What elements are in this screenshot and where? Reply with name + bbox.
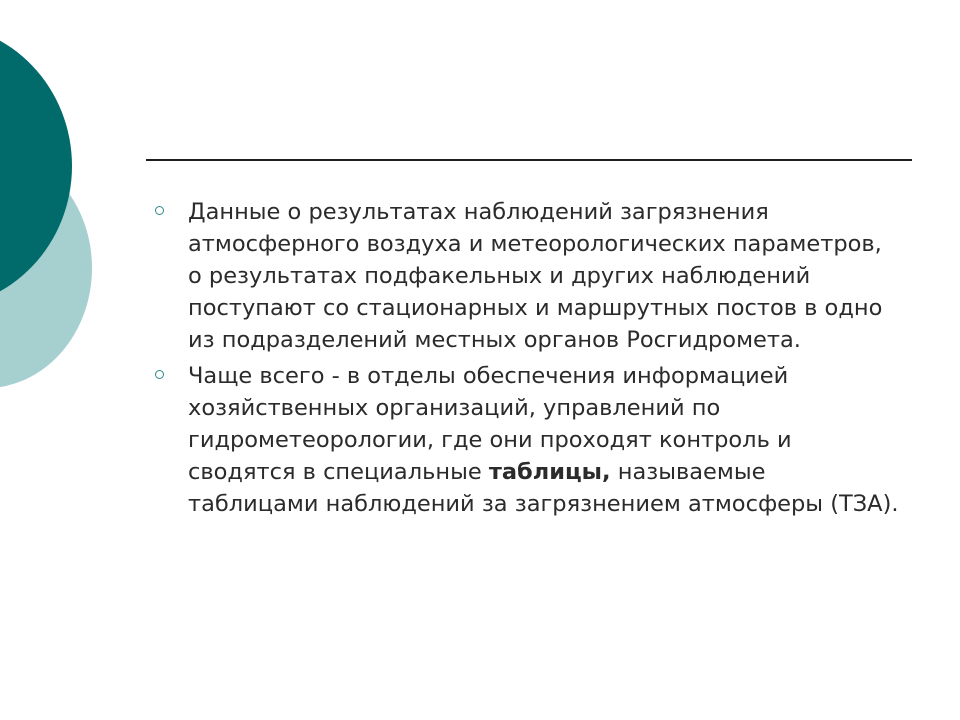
bullet-text-2-start: Чаще всего - в отделы обеспечения информацией хозяйственных организаций, управлений по гидрометеорологии, где они проходят контроль и сводятся в специальные [188, 363, 792, 485]
bullet-item-1 [150, 196, 900, 356]
bullet-text-2-bold: таблицы, [488, 459, 611, 485]
bullet-text-2-end: называемые таблицами наблюдений за загрязнением атмосферы (ТЗА). [188, 459, 899, 517]
bullet-item-2 [150, 360, 900, 520]
title-divider-line [146, 159, 912, 161]
bullet-text-1: Данные о результатах наблюдений загрязнения атмосферного воздуха и метеорологических параметров, о результатах подфакельных и других наблюдений поступают со стационарных и маршрутных постов в одно из подразделений местных органов Росгидромета. [188, 199, 883, 353]
bullet-list [150, 196, 900, 524]
bullet-icon [155, 206, 164, 215]
bullet-icon [155, 370, 164, 379]
